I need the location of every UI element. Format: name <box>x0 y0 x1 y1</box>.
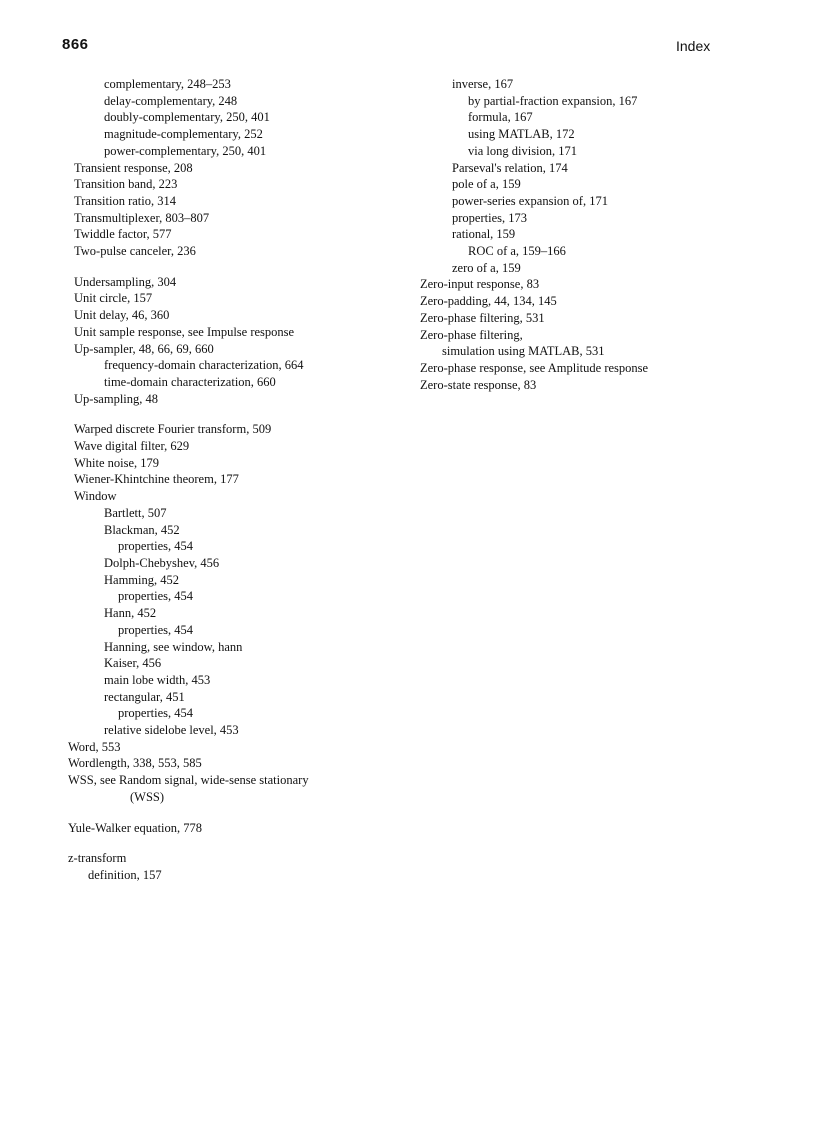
index-entry: Hann, 452 <box>104 606 157 621</box>
index-entry: properties, 454 <box>118 589 193 604</box>
index-entry: time-domain characterization, 660 <box>104 374 276 389</box>
index-entry: rational, 159 <box>452 227 516 242</box>
index-entry: power-complementary, 250, 401 <box>104 143 267 158</box>
index-entry: Kaiser, 456 <box>104 656 162 671</box>
index-entry: Hanning, see window, hann <box>104 639 243 654</box>
index-entry: Word, 553 <box>68 739 121 754</box>
index-entry: Transition band, 223 <box>74 177 178 192</box>
index-entry: Wave digital filter, 629 <box>74 439 190 454</box>
index-entry: Zero-state response, 83 <box>420 377 537 392</box>
index-entry: Transient response, 208 <box>74 160 193 175</box>
index-entry: z-transform <box>68 851 127 866</box>
index-entry: inverse, 167 <box>452 77 514 91</box>
index-entry: zero of a, 159 <box>452 260 521 275</box>
index-entry: Yule-Walker equation, 778 <box>68 820 203 835</box>
index-entry: Transmultiplexer, 803–807 <box>74 210 210 225</box>
entry-gap <box>64 407 404 421</box>
index-entry: definition, 157 <box>88 867 162 882</box>
index-entry: Zero-phase response, see Amplitude response <box>420 360 649 375</box>
index-entry: rectangular, 451 <box>104 689 185 704</box>
index-entry: White noise, 179 <box>74 455 160 470</box>
index-entry: Two-pulse canceler, 236 <box>74 244 196 259</box>
index-entry: Transition ratio, 314 <box>74 193 176 208</box>
page-number: 866 <box>62 36 89 53</box>
index-entry: using MATLAB, 172 <box>468 127 575 142</box>
index-column-right <box>416 76 716 393</box>
index-entry: properties, 173 <box>452 210 527 225</box>
index-entry: by partial-fraction expansion, 167 <box>468 93 638 108</box>
index-entry: via long division, 171 <box>468 143 578 158</box>
index-column-left <box>64 76 404 884</box>
index-entry: Zero-phase filtering, 531 <box>420 310 545 325</box>
index-entry: properties, 454 <box>118 539 193 554</box>
index-entry: Unit circle, 157 <box>74 291 153 306</box>
index-entry: doubly-complementary, 250, 401 <box>104 110 270 125</box>
index-entry: properties, 454 <box>118 706 193 721</box>
index-entry: WSS, see Random signal, wide-sense stationary <box>68 773 309 788</box>
index-entry: Dolph-Chebyshev, 456 <box>104 555 220 570</box>
index-entry: ROC of a, 159–166 <box>468 244 566 259</box>
running-head: Index <box>676 38 711 54</box>
index-entry: Blackman, 452 <box>104 522 180 537</box>
index-entry: Window <box>74 489 117 504</box>
index-entry: Unit delay, 46, 360 <box>74 308 170 323</box>
index-entry: complementary, 248–253 <box>104 77 231 91</box>
index-entry: power-series expansion of, 171 <box>452 193 608 208</box>
index-entry: Wiener-Khintchine theorem, 177 <box>74 472 239 487</box>
index-entry: frequency-domain characterization, 664 <box>104 358 304 373</box>
index-entry: magnitude-complementary, 252 <box>104 127 263 142</box>
index-entry: relative sidelobe level, 453 <box>104 723 239 738</box>
index-entry: Up-sampler, 48, 66, 69, 660 <box>74 341 214 356</box>
index-entry: Zero-padding, 44, 134, 145 <box>420 294 557 309</box>
index-entry: formula, 167 <box>468 110 533 125</box>
index-entry: Hamming, 452 <box>104 572 179 587</box>
index-entry: delay-complementary, 248 <box>104 93 238 108</box>
index-entry: Unit sample response, see Impulse response <box>74 324 295 339</box>
entry-gap <box>64 260 404 274</box>
index-entry: properties, 454 <box>118 622 193 637</box>
index-entry: Bartlett, 507 <box>104 505 167 520</box>
index-entry: Undersampling, 304 <box>74 274 177 289</box>
index-entry: main lobe width, 453 <box>104 672 211 687</box>
index-entry: Warped discrete Fourier transform, 509 <box>74 422 272 437</box>
index-entry: Zero-phase filtering, <box>420 327 523 342</box>
index-entry: Twiddle factor, 577 <box>74 227 172 242</box>
index-entry: Wordlength, 338, 553, 585 <box>68 756 202 771</box>
index-entry: Zero-input response, 83 <box>420 277 540 292</box>
index-entry: (WSS) <box>130 789 165 804</box>
entry-gap <box>64 806 404 820</box>
index-entry: pole of a, 159 <box>452 177 521 192</box>
index-entry: simulation using MATLAB, 531 <box>442 344 605 359</box>
index-entry: Up-sampling, 48 <box>74 391 159 406</box>
entry-gap <box>64 836 404 850</box>
index-entry: Parseval's relation, 174 <box>452 160 568 175</box>
